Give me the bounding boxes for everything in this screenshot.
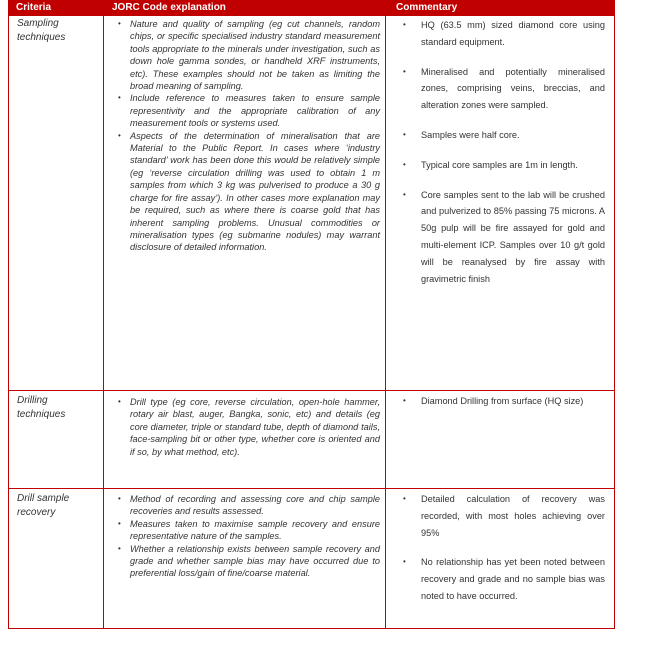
row-divider-1	[8, 390, 615, 391]
commentary-drill-sample-recovery	[393, 491, 615, 605]
commentary-text: Typical core samples are 1m in length.	[421, 159, 578, 170]
explanation-text: Include reference to measures taken to ensure sample representivity and the appropriate calibration of any measurement tools or systems used.	[130, 93, 380, 129]
commentary-text: HQ (63.5 mm) sized diamond core using standard equipment.	[421, 20, 605, 47]
commentary-drilling-techniques	[393, 393, 615, 410]
explanation-item	[110, 396, 392, 458]
commentary-item	[393, 127, 615, 144]
criteria-sampling-techniques	[17, 17, 102, 44]
bullet-icon: •	[118, 130, 121, 140]
explanation-sampling-techniques	[110, 18, 392, 254]
explanation-item	[110, 92, 392, 129]
criteria-drill-sample-recovery	[17, 492, 102, 519]
commentary-text: Mineralised and potentially mineralised zones, comprising veins, breccias, and alteration zones were sampled.	[421, 66, 605, 111]
criteria-line: techniques	[17, 408, 66, 420]
commentary-text: No relationship has yet been noted between recovery and grade and no sample bias was noted to have occurred.	[421, 557, 605, 601]
criteria-line: Drill sample	[17, 493, 70, 504]
explanation-text: Method of recording and assessing core and chip sample recoveries and results assessed.	[130, 494, 380, 517]
row-divider-2	[8, 488, 615, 489]
bullet-icon: •	[403, 129, 406, 139]
explanation-text: Drill type (eg core, reverse circulation, open-hole hammer, rotary air blast, auger, Bangka, sonic, etc) and details (eg core diameter, triple or standard tube, depth of diamond tails, face-sampling bit or other type, whether core is oriented and if so, by what method, etc).	[130, 397, 380, 457]
explanation-text: Aspects of the determination of mineralisation that are Material to the Public Report. In cases where ‘industry standard’ work has been done this would be relatively simple (eg ‘reverse circulation drilling was used to obtain 1 m samples from which 3 kg was pulverised to produce a 30 g charge for fire assay’). In other cases more explanation may be required, such as where there is coarse gold that has inherent sampling problems. Unusual commodities or mineralisation types (eg submarine nodules) may warrant disclosure of detailed information.	[130, 130, 380, 253]
explanation-text: Measures taken to maximise sample recovery and ensure representative nature of the samples.	[130, 518, 380, 542]
criteria-line: Sampling	[17, 18, 59, 29]
criteria-line: Drilling	[17, 395, 48, 406]
explanation-item	[110, 518, 392, 543]
bullet-icon: •	[403, 396, 406, 405]
bullet-icon: •	[118, 518, 121, 528]
commentary-sampling-techniques	[393, 17, 615, 287]
bullet-icon: •	[403, 494, 406, 503]
commentary-item	[393, 64, 615, 114]
criteria-line: recovery	[17, 506, 56, 518]
commentary-text: Detailed calculation of recovery was recorded, with most holes achieving over 95%	[421, 494, 605, 538]
explanation-item	[110, 18, 392, 92]
commentary-item	[393, 554, 615, 604]
header-criteria: Criteria	[16, 2, 52, 13]
bullet-icon: •	[118, 19, 121, 28]
bullet-icon: •	[118, 93, 121, 103]
criteria-line: techniques	[17, 31, 66, 43]
explanation-text: Whether a relationship exists between sample recovery and grade and whether sample bias may have occurred due to preferential loss/gain of fine/coarse material.	[130, 543, 380, 579]
table-header-row	[8, 0, 615, 16]
explanation-item	[110, 130, 392, 254]
header-explanation: JORC Code explanation	[112, 2, 226, 13]
table-border-bottom	[8, 628, 615, 629]
table-border-left	[8, 16, 9, 629]
explanation-item	[110, 543, 392, 580]
commentary-text: Diamond Drilling from surface (HQ size)	[421, 396, 584, 406]
commentary-item	[393, 393, 615, 410]
commentary-text: Samples were half core.	[421, 129, 520, 140]
commentary-text: Core samples sent to the lab will be crushed and pulverized to 85% passing 75 microns. A 50g pulp will be fire assayed for gold and multi-element ICP. Samples over 10 g/t gold will be reanalysed by fire assay with gravimetric finish	[421, 189, 605, 284]
commentary-item	[393, 491, 615, 541]
column-divider-1	[103, 16, 104, 629]
bullet-icon: •	[403, 557, 406, 567]
bullet-icon: •	[403, 66, 406, 76]
bullet-icon: •	[118, 397, 121, 406]
commentary-item	[393, 17, 615, 51]
explanation-drilling-techniques	[110, 396, 392, 458]
bullet-icon: •	[118, 494, 121, 503]
bullet-icon: •	[118, 543, 121, 553]
explanation-item	[110, 493, 392, 518]
bullet-icon: •	[403, 20, 406, 29]
bullet-icon: •	[403, 189, 406, 199]
explanation-drill-sample-recovery	[110, 493, 392, 580]
explanation-text: Nature and quality of sampling (eg cut channels, random chips, or specific specialised industry standard measurement tools appropriate to the minerals under investigation, such as down hole gamma sondes, or handheld XRF instruments, etc). These examples should not be taken as limiting the broad meaning of sampling.	[130, 19, 380, 92]
commentary-item	[393, 187, 615, 288]
jorc-table	[8, 0, 615, 629]
commentary-item	[393, 157, 615, 174]
bullet-icon: •	[403, 159, 406, 169]
criteria-drilling-techniques	[17, 394, 102, 421]
header-commentary: Commentary	[396, 2, 458, 13]
